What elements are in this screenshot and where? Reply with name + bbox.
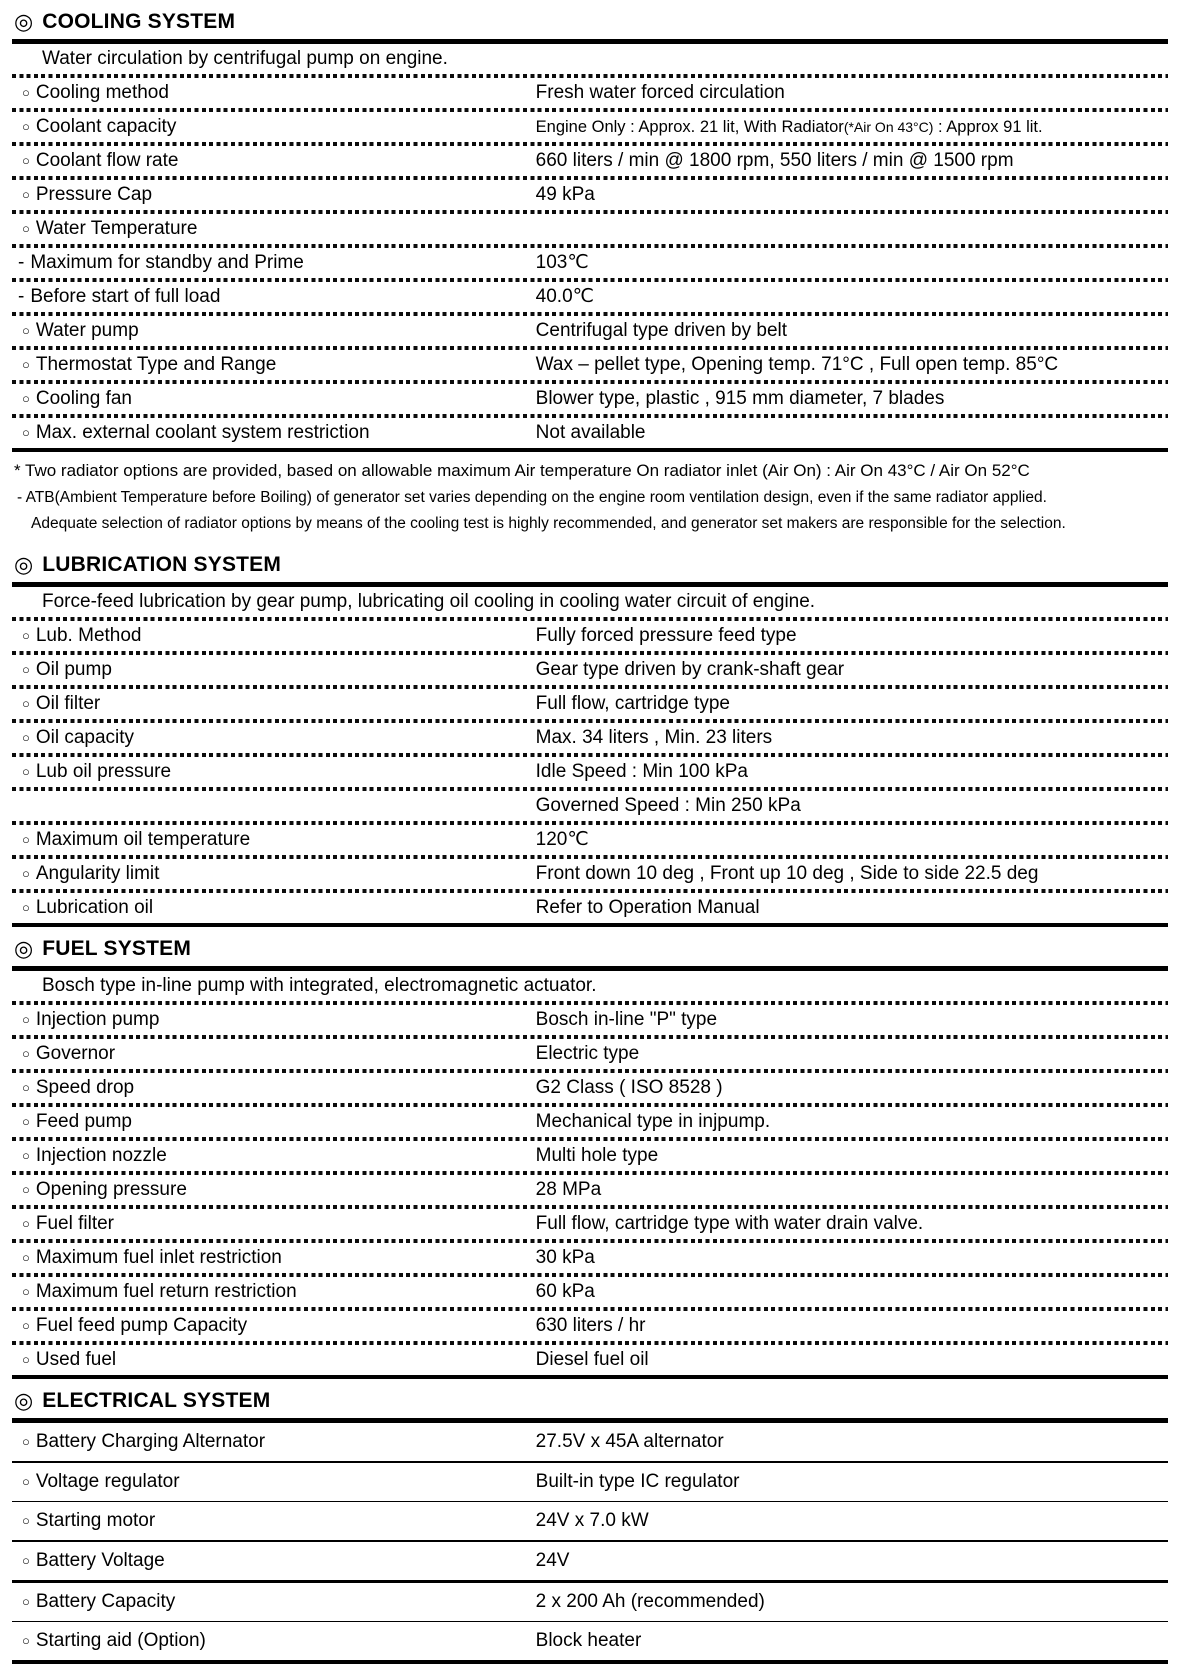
spec-value: Governed Speed : Min 250 kPa xyxy=(535,795,801,816)
spec-row xyxy=(12,689,1168,719)
spec-value-part: Engine Only : Approx. 21 lit, With Radiator xyxy=(535,118,844,136)
spec-row xyxy=(12,1107,1168,1137)
spec-value-cell xyxy=(536,1077,1168,1099)
spec-label: Coolant capacity xyxy=(35,116,177,137)
dash-icon: - xyxy=(18,252,25,273)
spec-label: Used fuel xyxy=(35,1349,117,1370)
spec-label: Battery Capacity xyxy=(35,1590,176,1612)
spec-value: 40.0℃ xyxy=(535,286,594,307)
spec-value-cell xyxy=(536,1471,1168,1493)
spec-label: Pressure Cap xyxy=(35,184,153,205)
spec-label: Lub. Method xyxy=(35,625,142,646)
spec-value: Fresh water forced circulation xyxy=(535,82,785,103)
circle-bullet-icon: ○ xyxy=(22,1434,30,1449)
circle-bullet-icon: ○ xyxy=(22,1182,30,1197)
spec-row xyxy=(12,1423,1168,1461)
spec-label: Feed pump xyxy=(35,1111,132,1132)
spec-row xyxy=(12,1209,1168,1239)
spec-label-cell xyxy=(12,727,536,749)
section-title: ELECTRICAL SYSTEM xyxy=(42,1389,271,1412)
section-end-rule xyxy=(12,923,1168,927)
circle-bullet-icon: ○ xyxy=(22,628,30,643)
spec-value-cell xyxy=(536,150,1168,172)
spec-label-cell xyxy=(12,320,536,342)
spec-row xyxy=(12,1005,1168,1035)
spec-row xyxy=(12,214,1168,244)
spec-value-cell xyxy=(536,727,1168,749)
spec-value: Refer to Operation Manual xyxy=(535,897,760,918)
spec-label-cell xyxy=(12,897,536,919)
spec-label: Fuel feed pump Capacity xyxy=(35,1315,248,1336)
spec-value: 103℃ xyxy=(535,252,589,273)
spec-row xyxy=(12,1073,1168,1103)
spec-value-cell xyxy=(536,1247,1168,1269)
spec-label-cell xyxy=(12,761,536,783)
spec-label-cell xyxy=(12,1315,536,1337)
spec-row xyxy=(12,1502,1168,1540)
spec-value: Blower type, plastic , 915 mm diameter, 7 blades xyxy=(535,388,945,409)
spec-label-cell xyxy=(12,625,536,647)
spec-value: Full flow, cartridge type xyxy=(535,693,730,714)
circle-bullet-icon: ○ xyxy=(22,1552,30,1568)
spec-label-cell xyxy=(12,829,536,851)
spec-value: Built-in type IC regulator xyxy=(535,1470,740,1492)
circle-bullet-icon: ○ xyxy=(22,1114,30,1129)
spec-value: 30 kPa xyxy=(535,1247,595,1268)
spec-label-cell xyxy=(12,354,536,376)
section-fuel xyxy=(12,937,1168,1379)
spec-label: Maximum for standby and Prime xyxy=(30,252,304,273)
spec-label-cell xyxy=(12,1145,536,1167)
double-circle-icon: ◎ xyxy=(14,936,34,961)
circle-bullet-icon: ○ xyxy=(22,187,30,202)
spec-value-cell xyxy=(536,863,1168,885)
circle-bullet-icon: ○ xyxy=(22,323,30,338)
spec-row xyxy=(12,146,1168,176)
spec-value: Front down 10 deg , Front up 10 deg , Side to side 22.5 deg xyxy=(535,863,1039,884)
spec-row xyxy=(12,1542,1168,1580)
spec-value: Centrifugal type driven by belt xyxy=(535,320,788,341)
circle-bullet-icon: ○ xyxy=(22,221,30,236)
spec-label-cell xyxy=(12,1550,536,1572)
spec-value-cell xyxy=(536,82,1168,104)
spec-label: Thermostat Type and Range xyxy=(35,354,277,375)
circle-bullet-icon: ○ xyxy=(22,153,30,168)
circle-bullet-icon: ○ xyxy=(22,662,30,677)
spec-label-cell xyxy=(12,184,536,206)
spec-row xyxy=(12,723,1168,753)
spec-label-cell xyxy=(12,286,536,308)
spec-label: Before start of full load xyxy=(30,286,221,307)
spec-row xyxy=(12,78,1168,108)
spec-value-cell xyxy=(536,1550,1168,1572)
spec-row xyxy=(12,1039,1168,1069)
spec-value-cell xyxy=(536,422,1168,444)
section-end-rule xyxy=(12,1375,1168,1379)
dash-icon: - xyxy=(18,286,25,307)
circle-bullet-icon: ○ xyxy=(22,425,30,440)
circle-bullet-icon: ○ xyxy=(22,1633,30,1648)
spec-value: Block heater xyxy=(535,1630,642,1651)
spec-row xyxy=(12,1243,1168,1273)
spec-value-cell xyxy=(536,795,1168,817)
section-title: FUEL SYSTEM xyxy=(42,937,192,960)
spec-label: Injection pump xyxy=(35,1009,160,1030)
spec-value: 27.5V x 45A alternator xyxy=(535,1431,724,1452)
spec-value: Electric type xyxy=(535,1043,640,1064)
spec-label: Water Temperature xyxy=(35,218,198,239)
spec-label: Maximum oil temperature xyxy=(35,829,251,850)
spec-value-part: : Approx 91 lit. xyxy=(933,118,1043,136)
spec-value: Max. 34 liters , Min. 23 liters xyxy=(535,727,773,748)
spec-label-cell xyxy=(12,252,536,274)
spec-value: 120℃ xyxy=(535,829,589,850)
circle-bullet-icon: ○ xyxy=(22,900,30,915)
spec-label-cell xyxy=(12,218,536,240)
circle-bullet-icon: ○ xyxy=(22,1593,30,1609)
spec-value: Mechanical type in injpump. xyxy=(535,1111,771,1132)
spec-label: Maximum fuel inlet restriction xyxy=(35,1247,282,1268)
spec-value: 660 liters / min @ 1800 rpm, 550 liters / min @ 1500 rpm xyxy=(535,150,1014,171)
section-electrical xyxy=(12,1389,1168,1664)
spec-row xyxy=(12,825,1168,855)
spec-label: Fuel filter xyxy=(35,1213,114,1234)
circle-bullet-icon: ○ xyxy=(22,1284,30,1299)
spec-value-cell xyxy=(536,116,1168,138)
spec-label-cell xyxy=(12,1349,536,1371)
spec-label: Oil filter xyxy=(35,693,101,714)
spec-value-cell xyxy=(536,659,1168,681)
spec-label-cell xyxy=(12,1179,536,1201)
spec-value-part: (*Air On 43°C) xyxy=(843,119,934,135)
section-intro: Force-feed lubrication by gear pump, lubricating oil cooling in cooling water circuit of engine. xyxy=(42,591,816,612)
spec-value-cell xyxy=(536,388,1168,410)
footnote-line: Adequate selection of radiator options by means of the cooling test is highly recommended, and generator set makers are responsible for the selection. xyxy=(31,515,1066,532)
section-header xyxy=(14,937,1168,961)
spec-value-cell xyxy=(536,1145,1168,1167)
spec-label: Lub oil pressure xyxy=(35,761,172,782)
spec-label-cell xyxy=(12,1213,536,1235)
spec-label-cell xyxy=(12,659,536,681)
spec-label: Oil pump xyxy=(35,659,112,680)
spec-value-cell xyxy=(536,897,1168,919)
circle-bullet-icon: ○ xyxy=(22,119,30,134)
spec-label-cell xyxy=(12,1471,536,1493)
spec-value-cell xyxy=(536,184,1168,206)
spec-label: Max. external coolant system restriction xyxy=(35,422,370,443)
double-circle-icon: ◎ xyxy=(14,1388,34,1413)
spec-value: Bosch in-line "P" type xyxy=(535,1009,718,1030)
spec-label: Oil capacity xyxy=(35,727,135,748)
spec-value-cell xyxy=(536,625,1168,647)
spec-label: Starting aid (Option) xyxy=(35,1630,206,1651)
circle-bullet-icon: ○ xyxy=(22,730,30,745)
footnote-line: - ATB(Ambient Temperature before Boiling) of generator set varies depending on the engine room ventilation design, even if the same radiator applied. xyxy=(17,489,1047,506)
spec-label-cell xyxy=(12,693,536,715)
spec-row xyxy=(12,248,1168,278)
spec-label: Battery Charging Alternator xyxy=(35,1431,266,1452)
spec-label: Starting motor xyxy=(35,1510,156,1531)
circle-bullet-icon: ○ xyxy=(22,696,30,711)
circle-bullet-icon: ○ xyxy=(22,1012,30,1027)
spec-value-cell xyxy=(536,693,1168,715)
spec-value-cell xyxy=(536,1630,1168,1652)
spec-value-cell xyxy=(536,829,1168,851)
spec-label: Voltage regulator xyxy=(35,1470,180,1492)
spec-row xyxy=(12,1311,1168,1341)
circle-bullet-icon: ○ xyxy=(22,1216,30,1231)
spec-label: Water pump xyxy=(35,320,139,341)
spec-label: Cooling fan xyxy=(35,388,132,409)
spec-row xyxy=(12,621,1168,651)
spec-row xyxy=(12,316,1168,346)
spec-value-cell xyxy=(536,1043,1168,1065)
spec-label-cell xyxy=(12,1077,536,1099)
section-intro: Water circulation by centrifugal pump on engine. xyxy=(42,48,448,69)
spec-label-cell xyxy=(12,422,536,444)
section-intro: Bosch type in-line pump with integrated, electromagnetic actuator. xyxy=(42,975,597,996)
spec-row xyxy=(12,655,1168,685)
spec-value-cell xyxy=(536,1213,1168,1235)
circle-bullet-icon: ○ xyxy=(22,1473,30,1489)
spec-label: Angularity limit xyxy=(35,863,160,884)
spec-label-cell xyxy=(12,150,536,172)
spec-value: G2 Class ( ISO 8528 ) xyxy=(535,1077,723,1098)
circle-bullet-icon: ○ xyxy=(22,1513,30,1528)
spec-value: 60 kPa xyxy=(535,1281,595,1302)
spec-value: Full flow, cartridge type with water drain valve. xyxy=(535,1213,924,1234)
spec-row xyxy=(12,1463,1168,1501)
circle-bullet-icon: ○ xyxy=(22,1318,30,1333)
section-title: COOLING SYSTEM xyxy=(42,10,236,33)
spec-value: 24V xyxy=(535,1549,570,1571)
circle-bullet-icon: ○ xyxy=(22,391,30,406)
spec-row xyxy=(12,350,1168,380)
spec-row xyxy=(12,112,1168,142)
spec-label-cell xyxy=(12,1591,536,1613)
circle-bullet-icon: ○ xyxy=(22,1250,30,1265)
spec-row xyxy=(12,418,1168,448)
circle-bullet-icon: ○ xyxy=(22,1148,30,1163)
spec-value: Idle Speed : Min 100 kPa xyxy=(535,761,748,782)
circle-bullet-icon: ○ xyxy=(22,1080,30,1095)
circle-bullet-icon: ○ xyxy=(22,866,30,881)
spec-row xyxy=(12,384,1168,414)
spec-value: Fully forced pressure feed type xyxy=(535,625,797,646)
spec-value-cell xyxy=(536,761,1168,783)
spec-label-cell xyxy=(12,116,536,138)
spec-value-cell xyxy=(536,320,1168,342)
spec-row xyxy=(12,1622,1168,1660)
spec-value-cell xyxy=(536,1111,1168,1133)
circle-bullet-icon: ○ xyxy=(22,1046,30,1061)
spec-row xyxy=(12,1345,1168,1375)
circle-bullet-icon: ○ xyxy=(22,764,30,779)
spec-label: Maximum fuel return restriction xyxy=(35,1281,297,1302)
spec-label-cell xyxy=(12,863,536,885)
spec-row xyxy=(12,791,1168,821)
spec-label: Coolant flow rate xyxy=(35,150,179,171)
spec-label-cell xyxy=(12,1510,536,1532)
spec-value-cell xyxy=(536,1431,1168,1453)
spec-label: Injection nozzle xyxy=(35,1145,167,1166)
section-lubrication xyxy=(12,553,1168,927)
spec-label-cell xyxy=(12,1111,536,1133)
double-circle-icon: ◎ xyxy=(14,552,34,577)
section-footnotes xyxy=(12,452,1168,543)
spec-row xyxy=(12,757,1168,787)
footnote-line: * Two radiator options are provided, based on allowable maximum Air temperature On radiator inlet (Air On) : Air On 43°C / Air On 52°C xyxy=(14,461,1030,480)
spec-value-cell xyxy=(536,1591,1168,1613)
spec-label: Battery Voltage xyxy=(35,1549,165,1571)
spec-label-cell xyxy=(12,1009,536,1031)
spec-label: Cooling method xyxy=(35,82,169,103)
spec-value-cell xyxy=(536,1179,1168,1201)
section-header xyxy=(14,553,1168,577)
spec-label-cell xyxy=(12,388,536,410)
spec-value: Gear type driven by crank-shaft gear xyxy=(535,659,845,680)
spec-label: Lubrication oil xyxy=(35,897,154,918)
spec-value-cell xyxy=(536,1281,1168,1303)
section-end-rule xyxy=(12,1660,1168,1664)
spec-value-cell xyxy=(536,286,1168,308)
circle-bullet-icon: ○ xyxy=(22,832,30,847)
spec-value: Not available xyxy=(535,422,646,443)
spec-value-cell xyxy=(536,1349,1168,1371)
spec-value: 28 MPa xyxy=(535,1179,602,1200)
spec-value-cell xyxy=(536,354,1168,376)
spec-row xyxy=(12,1277,1168,1307)
spec-row xyxy=(12,893,1168,923)
spec-label-cell xyxy=(12,82,536,104)
spec-value-cell xyxy=(536,1510,1168,1532)
spec-value-cell xyxy=(536,252,1168,274)
section-header xyxy=(14,1389,1168,1413)
spec-label: Speed drop xyxy=(35,1077,135,1098)
spec-value: 630 liters / hr xyxy=(535,1315,646,1336)
spec-label-cell xyxy=(12,1247,536,1269)
spec-value: 24V x 7.0 kW xyxy=(535,1510,649,1531)
spec-row xyxy=(12,859,1168,889)
spec-label: Governor xyxy=(35,1043,116,1064)
spec-value-cell xyxy=(536,1315,1168,1337)
circle-bullet-icon: ○ xyxy=(22,85,30,100)
circle-bullet-icon: ○ xyxy=(22,1352,30,1367)
spec-row xyxy=(12,282,1168,312)
spec-row xyxy=(12,1583,1168,1621)
section-header xyxy=(14,10,1168,34)
double-circle-icon: ◎ xyxy=(14,9,34,34)
spec-value: Multi hole type xyxy=(535,1145,659,1166)
spec-value: 49 kPa xyxy=(535,184,595,205)
spec-row xyxy=(12,1175,1168,1205)
spec-value: Wax – pellet type, Opening temp. 71°C , Full open temp. 85°C xyxy=(535,354,1059,375)
spec-label: Opening pressure xyxy=(35,1179,187,1200)
spec-label-cell xyxy=(12,1431,536,1453)
spec-label-cell xyxy=(12,1281,536,1303)
spec-label-cell xyxy=(12,1043,536,1065)
spec-value: Diesel fuel oil xyxy=(535,1349,649,1370)
spec-row xyxy=(12,180,1168,210)
spec-row xyxy=(12,1141,1168,1171)
spec-value: 2 x 200 Ah (recommended) xyxy=(535,1590,765,1612)
circle-bullet-icon: ○ xyxy=(22,357,30,372)
section-title: LUBRICATION SYSTEM xyxy=(42,553,282,576)
spec-value-cell xyxy=(536,1009,1168,1031)
section-cooling xyxy=(12,10,1168,543)
spec-label-cell xyxy=(12,1630,536,1652)
